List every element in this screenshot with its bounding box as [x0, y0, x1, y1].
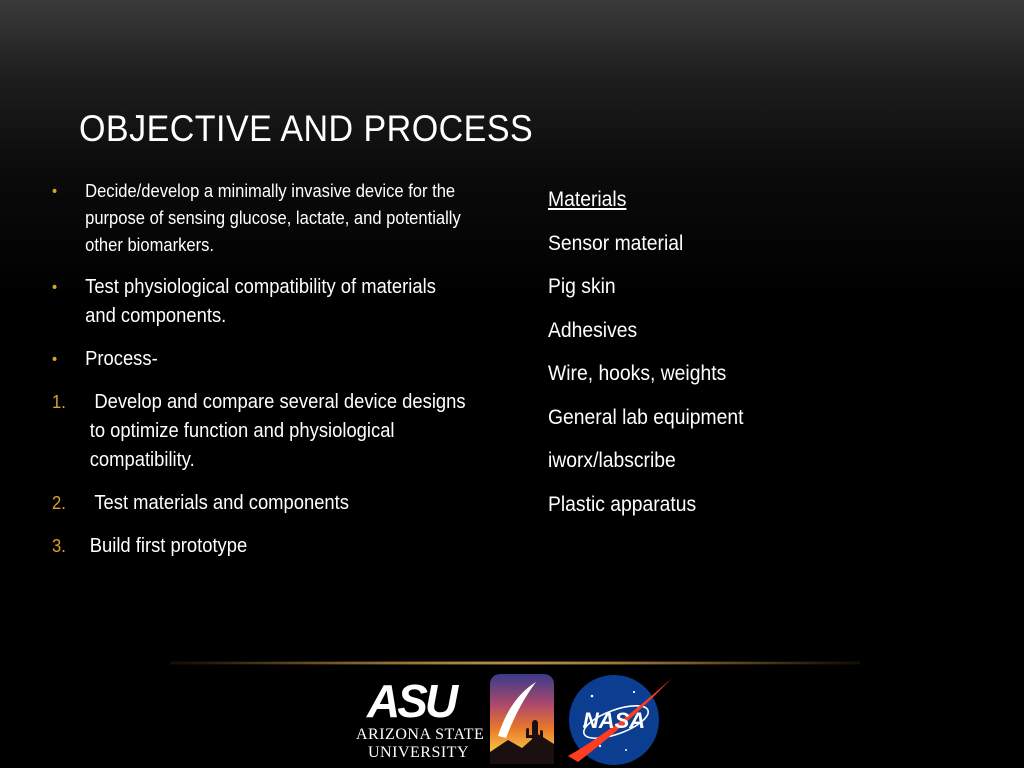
- asu-name-line2: UNIVERSITY: [368, 744, 469, 761]
- material-item: General lab equipment: [548, 405, 744, 429]
- numbered-item-text: Build first prototype: [89, 535, 248, 557]
- list-item-text: Test physiological compatibility of materials and components.: [85, 276, 436, 327]
- material-item: iworx/labscribe: [548, 449, 676, 472]
- numbered-item: [52, 489, 466, 518]
- bullet-marker: •: [52, 183, 58, 200]
- desert-sunset-logo: [488, 672, 556, 766]
- material-item: Sensor material: [548, 231, 684, 255]
- number-marker: 3.: [52, 536, 66, 556]
- slide-title: OBJECTIVE AND PROCESS: [79, 108, 534, 149]
- list-item-text: Decide/develop a minimally invasive device for the purpose of sensing glucose, lactate, and potentially other biomarkers.: [85, 181, 461, 255]
- asu-wordmark: ASU: [367, 675, 456, 727]
- bullet-marker: •: [52, 279, 58, 296]
- nasa-meatball-logo: [564, 670, 676, 766]
- asu-name-line1: ARIZONA STATE: [356, 726, 485, 743]
- logo-strip: [350, 668, 680, 768]
- material-item: Adhesives: [548, 318, 638, 342]
- materials-heading: Materials: [548, 188, 627, 211]
- numbered-item: [52, 532, 466, 561]
- list-item: [52, 178, 466, 259]
- bullet-marker: •: [52, 351, 58, 368]
- list-item: [52, 273, 466, 331]
- materials-list: [548, 186, 760, 534]
- material-item: Plastic apparatus: [548, 492, 697, 516]
- material-item: Pig skin: [548, 275, 616, 298]
- objective-list: [52, 178, 472, 575]
- asu-logo: [350, 674, 485, 766]
- list-item: [52, 345, 466, 374]
- nasa-wordmark: NASA: [582, 708, 646, 733]
- list-item-text: Process-: [85, 348, 158, 370]
- gold-divider: [170, 661, 860, 665]
- number-marker: 1.: [52, 392, 66, 412]
- number-marker: 2.: [52, 493, 66, 513]
- material-item: Wire, hooks, weights: [548, 362, 727, 385]
- numbered-item-text: Test materials and components: [94, 492, 349, 514]
- numbered-item: [52, 388, 466, 475]
- numbered-item-text: Develop and compare several device designs to optimize function and physiological compatibility.: [89, 391, 466, 471]
